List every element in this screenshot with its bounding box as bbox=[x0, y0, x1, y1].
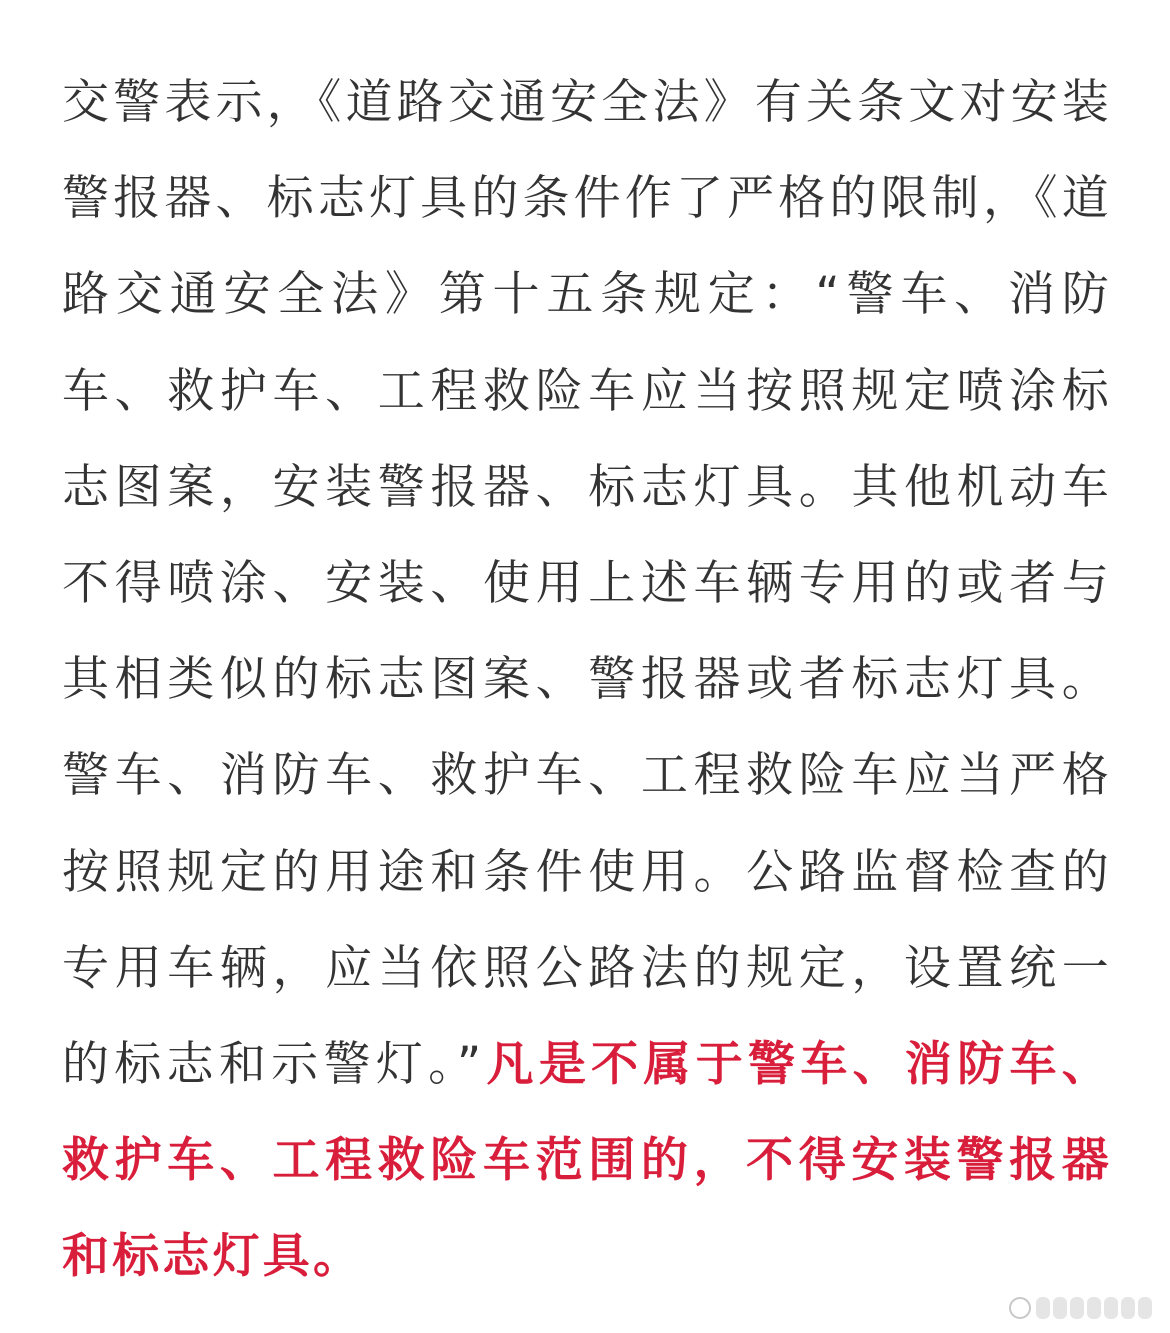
watermark-bar-icon bbox=[1104, 1297, 1118, 1319]
watermark-bar-icon bbox=[1053, 1297, 1067, 1319]
article-paragraph bbox=[62, 55, 1112, 1306]
body-text: 交警表示，《道路交通安全法》有关条文对安装警报器、标志灯具的条件作了严格的限制，《道路交通安全法》第十五条规定：“警车、消防车、救护车、工程救险车应当按照规定喷涂标志图案，安装警报器、标志灯具。其他机动车不得喷涂、安装、使用上述车辆专用的或者与其相类似的标志图案、警报器或者标志灯具。警车、消防车、救护车、工程救险车应当严格按照规定的用途和条件使用。公路监督检查的专用车辆，应当依照公路法的规定，设置统一的标志和示警灯。” bbox=[62, 75, 1112, 1093]
watermark bbox=[1009, 1297, 1152, 1319]
watermark-bar-icon bbox=[1121, 1297, 1135, 1319]
watermark-bar-icon bbox=[1036, 1297, 1050, 1319]
article-body bbox=[62, 55, 1112, 1306]
watermark-bar-icon bbox=[1138, 1297, 1152, 1319]
watermark-bar-icon bbox=[1070, 1297, 1084, 1319]
watermark-bar-icon bbox=[1087, 1297, 1101, 1319]
watermark-logo-icon bbox=[1009, 1297, 1031, 1319]
highlighted-conclusion: 凡是不属于警车、消防车、救护车、工程救险车范围的，不得安装警报器和标志灯具。 bbox=[62, 1037, 1112, 1285]
